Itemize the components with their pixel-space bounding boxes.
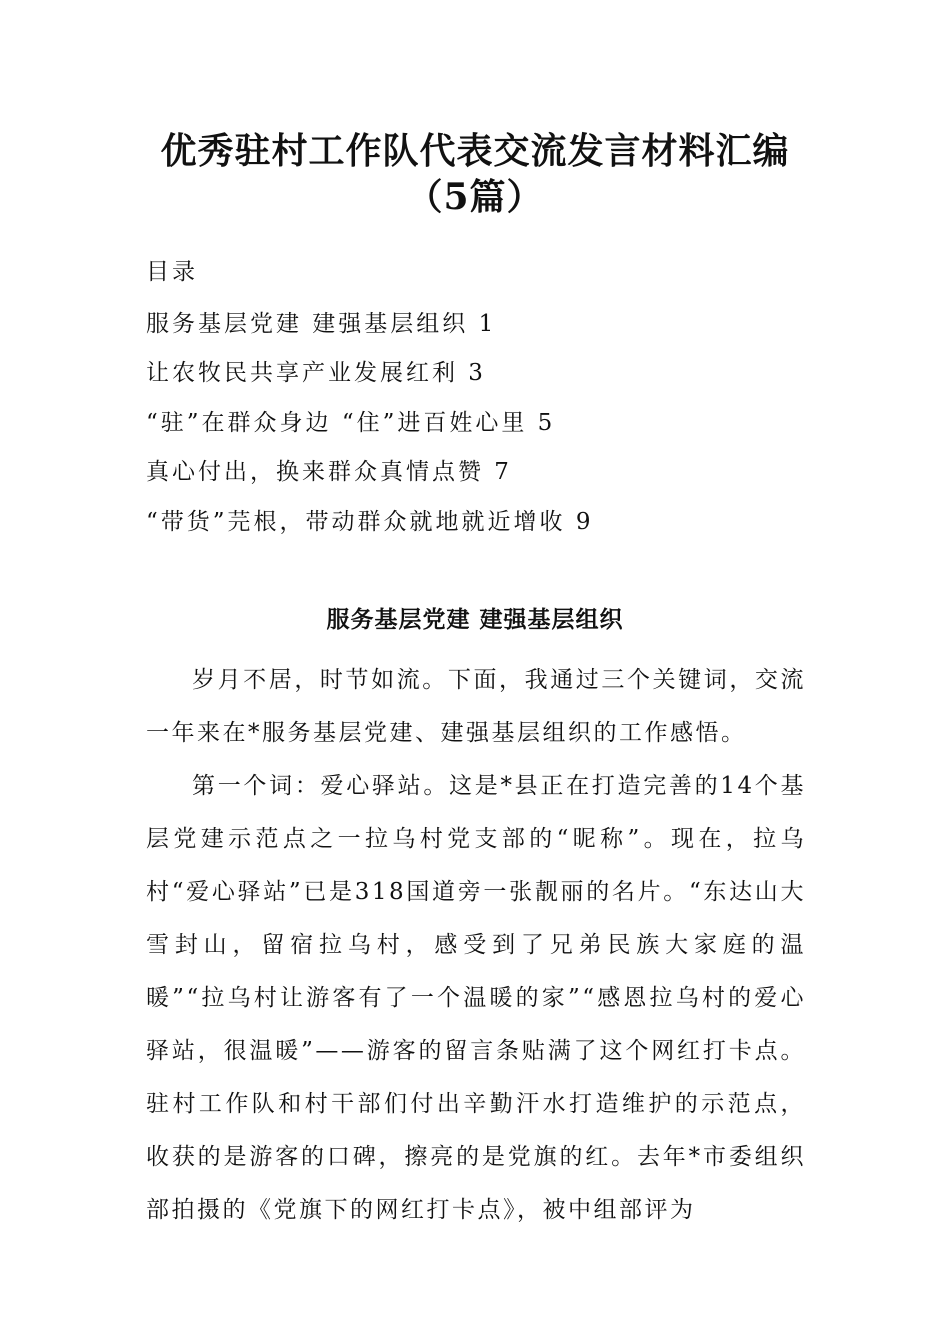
section-body — [146, 654, 806, 1237]
body-paragraph: 第一个词：爱心驿站。这是*县正在打造完善的14个基层党建示范点之一拉乌村党支部的“昵称”。现在，拉乌村“爱心驿站”已是318国道旁一张靓丽的名片。“东达山大雪封山，留宿拉乌村，感受到了兄弟民族大家庭的温暖”“拉乌村让游客有了一个温暖的家”“感恩拉乌村的爱心驿站，很温暖”——游客的留言条贴满了这个网红打卡点。驻村工作队和村干部们付出辛勤汗水打造维护的示范点，收获的是游客的口碑，擦亮的是党旗的红。去年*市委组织部拍摄的《党旗下的网红打卡点》，被中组部评为 — [146, 773, 806, 1223]
toc-item: “带货”芫根，带动群众就地就近增收 9 — [146, 509, 594, 535]
body-paragraph: 岁月不居，时节如流。下面，我通过三个关键词，交流一年来在*服务基层党建、建强基层组织的工作感悟。 — [146, 667, 806, 746]
document-title-line1: 优秀驻村工作队代表交流发言材料汇编 — [160, 130, 790, 172]
document-title-line2-text: （5篇） — [406, 176, 544, 218]
toc-item: “驻”在群众身边 “住”进百姓心里 5 — [146, 410, 556, 436]
toc-item: 真心付出，换来群众真情点赞 7 — [146, 459, 512, 485]
toc-item: 服务基层党建 建强基层组织 1 — [146, 311, 497, 337]
toc-heading: 目录 — [146, 259, 198, 285]
document-title-line2 — [0, 150, 950, 218]
toc-item: 让农牧民共享产业发展红利 3 — [146, 360, 486, 386]
section-title: 服务基层党建 建强基层组织 — [326, 607, 624, 633]
